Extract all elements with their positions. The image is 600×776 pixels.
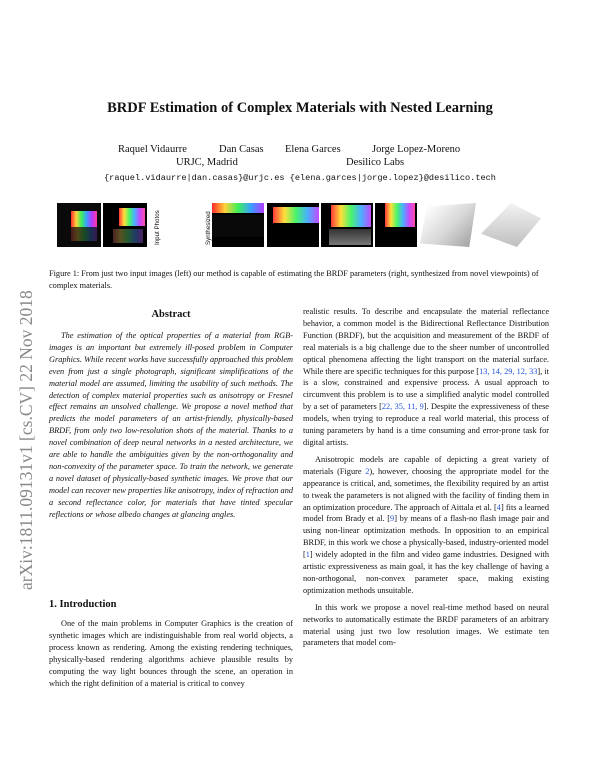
intro-paragraph: One of the main problems in Computer Graphics is the creation of synthetic images which are indistinguishable from real world objects, a process known as rendering. Among the existing rendering techniques, physically-based rendering algorithms achieve plausible results by computing the way light bounces through the scene, an operation in which the right definition of a material is critical to convey [49, 619, 293, 688]
intro-left-column [49, 618, 293, 689]
abstract-text: The estimation of the optical properties of a material from RGB-images is an important but extremely ill-posed problem in Computer Graphics. While recent works have successfully approached this problem even from just a single photograph, significant simplifications of the material model are assumed, limiting the usability of such methods. The detection of complex material properties such as anisotropy or Fresnel effect remains an unsolved challenge. We propose a novel method that predicts the model parameters of an artist-friendly, physically-based BRDF, from only two low-resolution shots of the material. Thanks to a novel combination of deep neural networks in a nested architecture, we are able to handle the ambiguities given by the non-orthogonality and non-convexity of the parameter space. To train the network, we generate a novel dataset of physically-based synthetic images. We prove that our model can recover new properties like anisotropy, index of refraction and a second reflectance color, for materials that have tinted specular reflections or whose albedo changes at glancing angles. [49, 331, 293, 519]
abstract-body [49, 330, 293, 521]
arxiv-id: arXiv:1811.09131v1 [cs.CV] 22 Nov 2018 [16, 290, 36, 590]
text-run: ], it is a slow, constrained and expensive process. A usual approach to circumvent this problem is to use a simplified analytic model controlled by a set of parameters [ [303, 366, 549, 412]
text-run: ), however, choosing the appropriate model for the appearance is critical, and, sometimes, the flexibility required by an artist to tweak the parameters is not aligned with the facility of finding them in an optimization procedure. The approach of Aittala et al. [ [303, 466, 549, 512]
citation-link[interactable]: 13, 14, 29, 12, 33 [479, 366, 538, 376]
synthesized-render [375, 203, 417, 247]
synthesized-label-text: Synthesized [205, 211, 212, 245]
text-run: ] fits a learned model from Brady et al. [ [303, 502, 549, 524]
author-name: Dan Casas [219, 144, 264, 155]
teaser-figure [57, 203, 545, 261]
arxiv-sidebar [10, 190, 38, 590]
author-name: Jorge Lopez-Moreno [372, 144, 461, 155]
synthesized-render [420, 203, 476, 247]
text-run: ]. Despite the expressiveness of these models, when trying to reproduce a real world material, this process of tuning parameters by hand is a time consuming and error-prone task for digital artists. [303, 402, 549, 447]
text-run: ] by means of a flash-no flash image pair and using non-linear optimization methods. In opposition to an empirical BRDF, in this work we chose a physically-based, industry-oriented model [ [303, 514, 550, 560]
body-paragraph [303, 454, 549, 597]
text-run: Anisotropic models are capable of depicting a great variety of materials (Figure [303, 454, 549, 476]
text-run: realistic results. To describe and encapsulate the material reflectance behavior, a common model is the Bidirectional Reflectance Distribution Function (BRDF), but the acquisition and measurement of the BRDF of real materials is a big challenge due to the sheer number of uncontrolled optical phenomena affecting the light transport on the material surface. While there are specific techniques for this purpose [ [303, 307, 549, 376]
input-photo [103, 203, 147, 247]
author-emails: {raquel.vidaurre|dan.casas}@urjc.es {elena.garces|jorge.lopez}@desilico.tech [104, 173, 496, 183]
abstract-heading: Abstract [151, 309, 191, 320]
citation-link[interactable]: 9 [390, 514, 395, 524]
input-photos-label [152, 203, 162, 247]
citation-link[interactable]: 1 [305, 550, 310, 560]
synthesized-render [321, 203, 373, 247]
input-photos-label-text: Input Photos [154, 210, 161, 245]
body-paragraph: In this work we propose a novel real-time method based on neural networks to automatically estimate the BRDF parameters of an arbitrary material using just two low resolution images. We estimate ten parameters that model com- [303, 602, 549, 648]
synthesized-render [267, 203, 319, 247]
affiliation: Desilico Labs [346, 157, 405, 168]
right-column [303, 306, 549, 649]
author-name: Raquel Vidaurre [118, 144, 187, 155]
paper-title: BRDF Estimation of Complex Materials with Nested Learning [107, 100, 493, 116]
author-name: Elena Garces [285, 144, 341, 155]
body-paragraph [303, 306, 549, 449]
input-photo [57, 203, 101, 247]
affiliation: URJC, Madrid [176, 157, 238, 168]
figure-caption: Figure 1: From just two input images (left) our method is capable of estimating the BRDF parameters (right, synthesized from novel viewpoints) of complex materials. [49, 269, 539, 290]
citation-link[interactable]: 4 [496, 502, 501, 512]
synthesized-render [212, 203, 264, 247]
section-heading-introduction: 1. Introduction [49, 599, 117, 610]
citation-link[interactable]: 22, 35, 11, 9 [381, 402, 424, 412]
text-run: ] widely adopted in the film and video game industries. Designed with artistic expressiveness as main goal, it has the key challenge of having a non-orthogonal, non-convex parameter space, making existing optimization methods unsuitable. [303, 550, 549, 595]
synthesized-render [481, 203, 541, 247]
figure-link[interactable]: 2 [365, 466, 370, 476]
